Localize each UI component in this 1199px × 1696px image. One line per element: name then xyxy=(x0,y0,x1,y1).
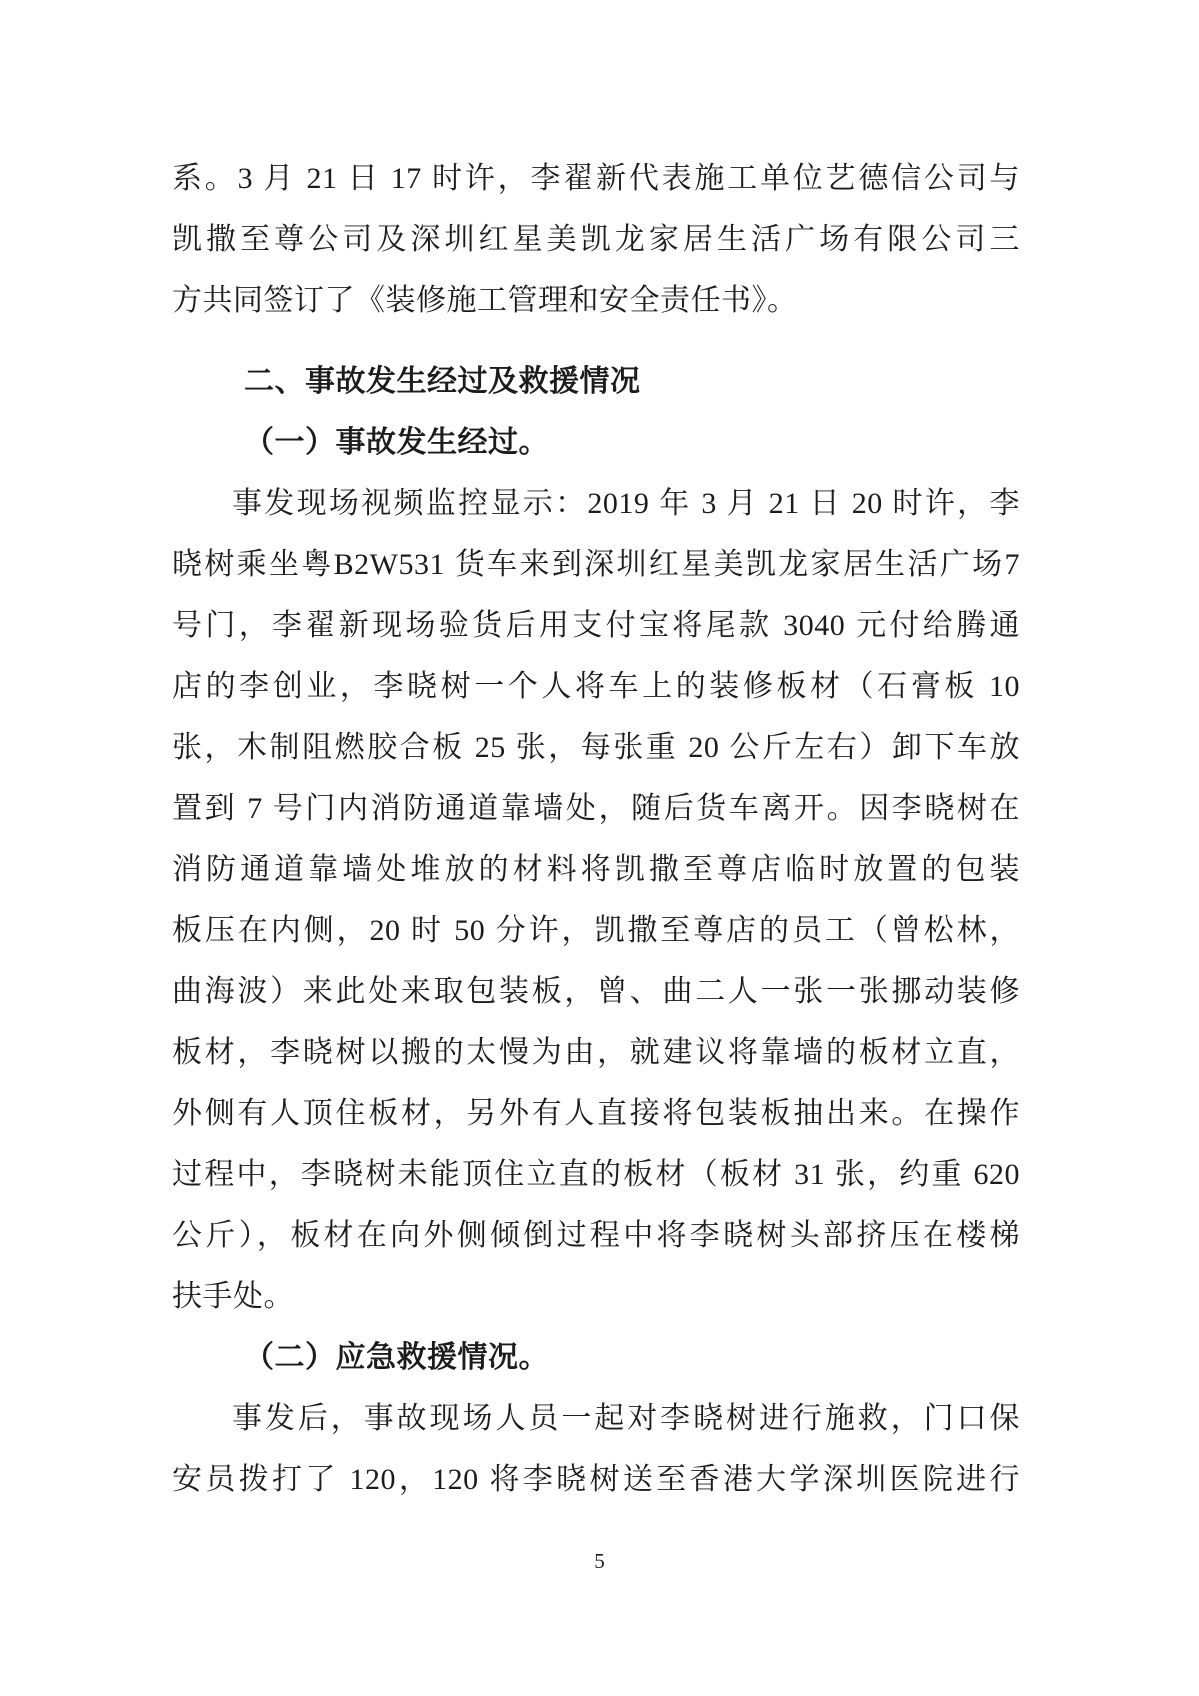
body-text-line: 曲海波）来此处来取包装板，曾、曲二人一张一张挪动装修 xyxy=(172,975,1020,1008)
page-number: 5 xyxy=(594,1549,605,1573)
body-text-line: 晓树乘坐粤B2W531 货车来到深圳红星美凯龙家居生活广场7 xyxy=(172,548,1020,581)
body-text-line: 扶手处。 xyxy=(172,1280,294,1313)
body-text-line: 系。3 月 21 日 17 时许，李翟新代表施工单位艺德信公司与 xyxy=(172,162,1020,195)
body-text-line: 过程中，李晓树未能顶住立直的板材（板材 31 张，约重 620 xyxy=(172,1158,1020,1191)
body-text-line: 店的李创业，李晓树一个人将车上的装修板材（石膏板 10 xyxy=(172,670,1020,703)
section-heading: （一）事故发生经过。 xyxy=(244,426,549,459)
body-text-line: 方共同签订了《装修施工管理和安全责任书》。 xyxy=(172,284,798,317)
body-text-line: 板材，李晓树以搬的太慢为由，就建议将靠墙的板材立直， xyxy=(172,1036,1020,1069)
body-text-line: 消防通道靠墙处堆放的材料将凯撒至尊店临时放置的包装 xyxy=(172,853,1020,886)
body-text-line: 板压在内侧，20 时 50 分许，凯撒至尊店的员工（曾松林， xyxy=(172,914,1020,947)
document-content xyxy=(172,148,1020,1510)
body-text-line: 凯撒至尊公司及深圳红星美凯龙家居生活广场有限公司三 xyxy=(172,223,1020,256)
section-heading: （二）应急救援情况。 xyxy=(244,1341,549,1374)
body-text-line: 事发后，事故现场人员一起对李晓树进行施救，门口保 xyxy=(232,1402,1020,1435)
body-text-line: 置到 7 号门内消防通道靠墙处，随后货车离开。因李晓树在 xyxy=(172,792,1020,825)
body-text-line: 外侧有人顶住板材，另外有人直接将包装板抽出来。在操作 xyxy=(172,1097,1020,1130)
body-text-line: 安员拨打了 120，120 将李晓树送至香港大学深圳医院进行 xyxy=(172,1463,1020,1496)
body-text-line: 张，木制阻燃胶合板 25 张，每张重 20 公斤左右）卸下车放 xyxy=(172,731,1020,764)
section-heading: 二、事故发生经过及救援情况 xyxy=(244,365,641,398)
body-text-line: 公斤），板材在向外侧倾倒过程中将李晓树头部挤压在楼梯 xyxy=(172,1219,1020,1252)
body-text-line: 号门，李翟新现场验货后用支付宝将尾款 3040 元付给腾通 xyxy=(172,609,1020,642)
body-text-line: 事发现场视频监控显示：2019 年 3 月 21 日 20 时许，李 xyxy=(232,487,1020,520)
